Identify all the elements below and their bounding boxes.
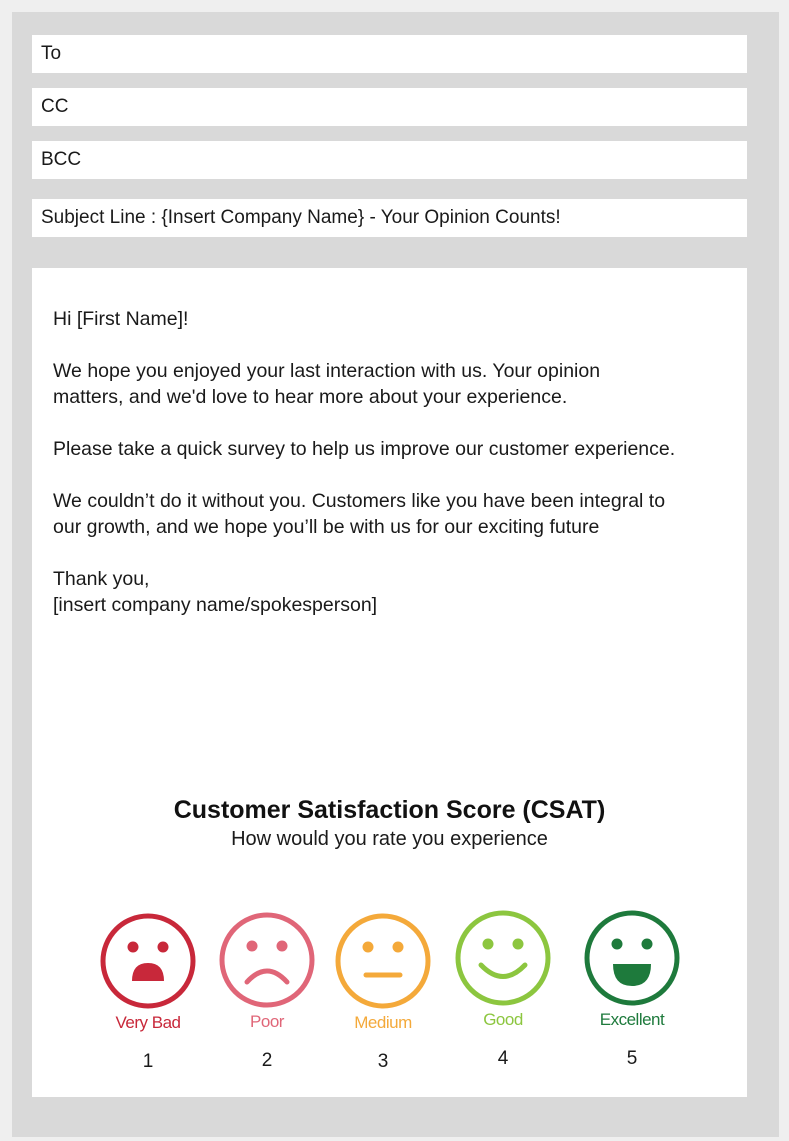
- to-field[interactable]: [32, 35, 747, 73]
- rating-option-good[interactable]: [453, 908, 553, 1069]
- to-input[interactable]: [61, 35, 747, 73]
- good-face-icon: [453, 908, 553, 1008]
- subject-line: Subject Line : {Insert Company Name} - Your Opinion Counts!: [41, 207, 561, 228]
- very-bad-face-icon: [98, 911, 198, 1011]
- excellent-face-icon: [582, 908, 682, 1008]
- cc-input[interactable]: [68, 88, 747, 126]
- medium-face-icon: [333, 911, 433, 1011]
- bcc-label: BCC: [41, 149, 82, 170]
- rating-number: 3: [377, 1051, 389, 1072]
- csat-subtitle: How would you rate you experience: [231, 828, 548, 850]
- csat-title: Customer Satisfaction Score (CSAT): [173, 796, 606, 824]
- email-body[interactable]: [32, 268, 747, 1097]
- rating-option-very-bad[interactable]: [98, 911, 198, 1072]
- rating-label: Medium: [354, 1013, 412, 1032]
- subject-field[interactable]: [32, 199, 747, 237]
- rating-label: Good: [483, 1010, 523, 1029]
- rating-label: Excellent: [599, 1010, 665, 1029]
- rating-option-poor[interactable]: [217, 910, 317, 1071]
- rating-label: Poor: [250, 1012, 284, 1031]
- rating-label: Very Bad: [115, 1013, 181, 1032]
- message-text: [53, 306, 753, 644]
- paragraph-3: We couldn’t do it without you. Customers like you have been integral to our growth, and we hope you’ll be with us for our exciting future: [53, 490, 666, 538]
- paragraph-1: We hope you enjoyed your last interaction with us. Your opinion matters, and we'd love to hear more about your experience.: [53, 360, 601, 408]
- rating-number: 4: [497, 1048, 509, 1069]
- rating-option-medium[interactable]: [333, 911, 433, 1072]
- cc-label: CC: [41, 96, 69, 117]
- to-label: To: [41, 43, 62, 64]
- cc-field[interactable]: [32, 88, 747, 126]
- bcc-input[interactable]: [81, 141, 747, 179]
- rating-number: 1: [142, 1051, 154, 1072]
- signoff: Thank you, [insert company name/spokesperson]: [53, 568, 378, 616]
- poor-face-icon: [217, 910, 317, 1010]
- paragraph-2: Please take a quick survey to help us improve our customer experience.: [53, 438, 676, 460]
- rating-number: 2: [261, 1050, 273, 1071]
- rating-number: 5: [626, 1048, 638, 1069]
- bcc-field[interactable]: [32, 141, 747, 179]
- greeting: Hi [First Name]!: [53, 308, 189, 330]
- rating-option-excellent[interactable]: [582, 908, 682, 1069]
